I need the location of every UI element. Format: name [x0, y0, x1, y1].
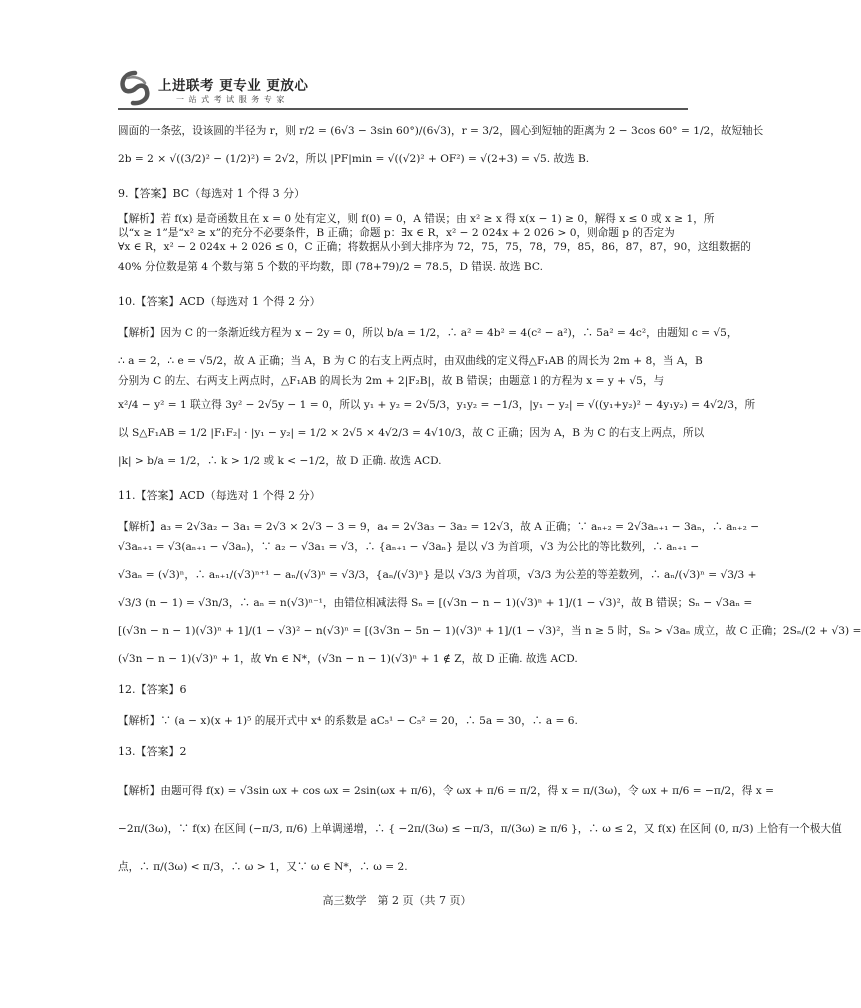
q13-answer-header: 13.【答案】2 — [118, 745, 187, 758]
page-footer: 高三数学 第 2 页（共 7 页） — [322, 894, 472, 907]
q11-line-1: 【解析】a₃ = 2√3a₂ − 3a₁ = 2√3 × 2√3 − 3 = 9，a₄ = 2√3a₃ − 3a₂ = 12√3，故 A 正确；∵ aₙ₊₂ = 2√3aₙ₊₁ − 3aₙ，∴ aₙ₊₂ − — [118, 521, 760, 533]
header-divider — [118, 108, 688, 110]
q9-answer-header: 9.【答案】BC（每选对 1 个得 3 分） — [118, 187, 306, 200]
q11-answer-header: 11.【答案】ACD（每选对 1 个得 2 分） — [118, 489, 321, 502]
q13-line-2: −2π/(3ω)，∵ f(x) 在区间 (−π/3, π/6) 上单调递增，∴ { −2π/(3ω) ≤ −π/3，π/(3ω) ≥ π/6 }，∴ ω ≤ 2，又 f(x) 在区间 (0, π/3) 上恰有一个极大值 — [118, 823, 842, 835]
q9-line-1: 【解析】若 f(x) 是奇函数且在 x = 0 处有定义，则 f(0) = 0，A 错误；由 x² ≥ x 得 x(x − 1) ≥ 0，解得 x ≤ 0 或 x ≥ 1，所 — [118, 213, 715, 225]
q9-line-2: 以“x ≥ 1”是“x² ≥ x”的充分不必要条件，B 正确；命题 p：∃x ∈ R，x² − 2 024x + 2 026 > 0，则命题 p 的否定为 — [118, 227, 675, 239]
q10-line-4: x²/4 − y² = 1 联立得 3y² − 2√5y − 1 = 0，所以 y₁ + y₂ = 2√5/3，y₁y₂ = −1/3，|y₁ − y₂| = √((y₁+y₂)² − 4y₁y₂) = 4√2/3，所 — [118, 399, 756, 411]
q12-answer-header: 12.【答案】6 — [118, 683, 187, 696]
q13-line-1: 【解析】由题可得 f(x) = √3sin ωx + cos ωx = 2sin(ωx + π/6)，令 ωx + π/6 = π/2，得 x = π/(3ω)，令 ωx + π/6 = −π/2，得 x = — [118, 785, 774, 797]
q13-line-3: 点，∴ π/(3ω) < π/3，∴ ω > 1，又∵ ω ∈ N*，∴ ω = 2. — [118, 861, 408, 873]
q11-line-6: (√3n − n − 1)(√3)ⁿ + 1，故 ∀n ∈ N*，(√3n − n − 1)(√3)ⁿ + 1 ∉ Z，故 D 正确. 故选 ACD. — [118, 653, 578, 665]
q11-line-5: [(√3n − n − 1)(√3)ⁿ + 1]/(1 − √3)² − n(√3)ⁿ = [(3√3n − 5n − 1)(√3)ⁿ + 1]/(1 − √3)²，当 n ≥ 5 时，Sₙ > √3aₙ 成立，故 C 正确；2Sₙ/(2 + √3) = — [118, 625, 861, 637]
q10-answer-header: 10.【答案】ACD（每选对 1 个得 2 分） — [118, 295, 321, 308]
q13-section — [118, 745, 842, 874]
q11-section — [118, 489, 861, 666]
q10-line-1: 【解析】因为 C 的一条渐近线方程为 x − 2y = 0，所以 b/a = 1/2，∴ a² = 4b² = 4(c² − a²)，∴ 5a² = 4c²，由题知 c = √5， — [118, 327, 738, 339]
answer-content — [118, 124, 861, 874]
q10-line-5: 以 S△F₁AB = 1/2 |F₁F₂| · |y₁ − y₂| = 1/2 × 2√5 × 4√2/3 = 4√10/3，故 C 正确；因为 A，B 为 C 的右支上两点，所以 — [118, 427, 705, 439]
q11-line-4: √3/3 (n − 1) = √3n/3，∴ aₙ = n(√3)ⁿ⁻¹，由错位相减法得 Sₙ = [(√3n − n − 1)(√3)ⁿ + 1]/(1 − √3)²，故 B 错误；Sₙ − √3aₙ = — [118, 597, 753, 609]
q9-section — [118, 187, 751, 274]
brand-tagline: 一 站 式 考 试 服 务 专 家 — [176, 95, 286, 104]
q8-line-1: 圆面的一条弦，设该圆的半径为 r，则 r/2 = (6√3 − 3sin 60°)/(6√3)，r = 3/2，圆心到短轴的距离为 2 − 3cos 60° = 1/2，故短轴长 — [118, 125, 764, 137]
q11-line-2: √3aₙ₊₁ = √3(aₙ₊₁ − √3aₙ)，∵ a₂ − √3a₁ = √3，∴ {aₙ₊₁ − √3aₙ} 是以 √3 为首项，√3 为公比的等比数列，∴ aₙ₊₁ − — [118, 541, 700, 553]
brand-logo-icon — [118, 70, 152, 106]
page-header — [118, 70, 688, 114]
brand-name: 上进联考 更专业 更放心 — [158, 78, 309, 94]
q9-line-4: 40% 分位数是第 4 个数与第 5 个数的平均数，即 (78+79)/2 = 78.5，D 错误. 故选 BC. — [118, 261, 543, 273]
q8-continuation — [118, 124, 764, 166]
q11-line-3: √3aₙ = (√3)ⁿ，∴ aₙ₊₁/(√3)ⁿ⁺¹ − aₙ/(√3)ⁿ = √3/3，{aₙ/(√3)ⁿ} 是以 √3/3 为首项，√3/3 为公差的等差数列，∴ aₙ/(√3)ⁿ = √3/3 + — [118, 569, 757, 581]
q8-line-2: 2b = 2 × √((3/2)² − (1/2)²) = 2√2，所以 |PF|min = √((√2)² + OF²) = √(2+3) = √5. 故选 B. — [118, 153, 590, 165]
q10-line-2: ∴ a = 2，∴ e = √5/2，故 A 正确；当 A，B 为 C 的右支上两点时，由双曲线的定义得△F₁AB 的周长为 2m + 8，当 A，B — [118, 355, 703, 367]
q10-section — [118, 295, 756, 468]
q12-section — [118, 683, 684, 728]
q10-line-6: |k| > b/a = 1/2，∴ k > 1/2 或 k < −1/2，故 D 正确. 故选 ACD. — [118, 455, 442, 467]
q12-line-1: 【解析】∵ (a − x)(x + 1)⁵ 的展开式中 x⁴ 的系数是 aC₅¹ − C₅² = 20，∴ 5a = 30，∴ a = 6. — [118, 715, 578, 727]
q10-line-3: 分别为 C 的左、右两支上两点时，△F₁AB 的周长为 2m + 2|F₂B|，故 B 错误；由题意 l 的方程为 x = y + √5，与 — [118, 375, 665, 387]
q9-line-3: ∀x ∈ R，x² − 2 024x + 2 026 ≤ 0，C 正确；将数据从小到大排序为 72，75，75，78，79，85，86，87，87，90，这组数据的 — [118, 241, 751, 253]
